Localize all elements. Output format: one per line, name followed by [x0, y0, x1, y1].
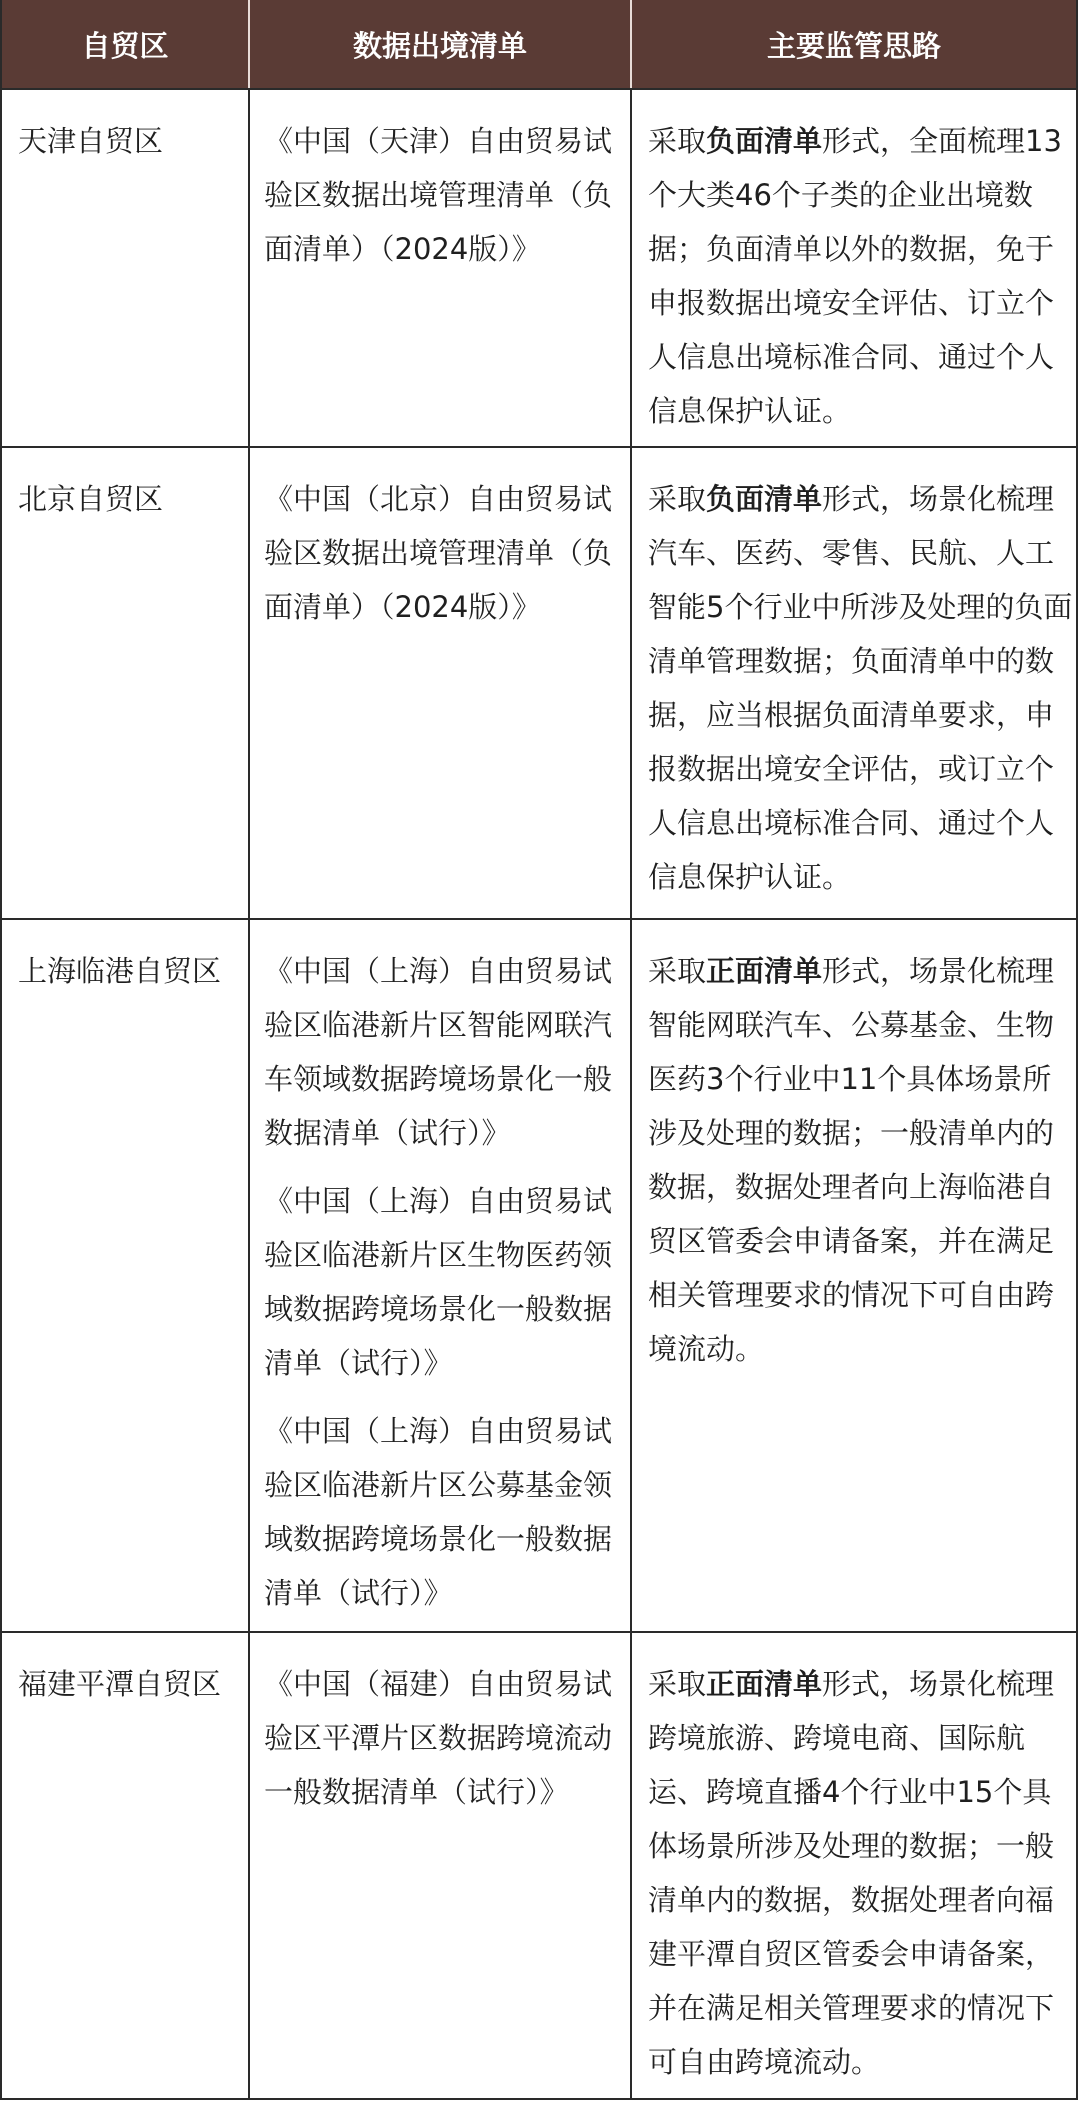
data-list-title: 《中国（北京）自由贸易试验区数据出境管理清单（负面清单）（2024版）》	[264, 482, 613, 624]
zone-name: 天津自贸区	[2, 90, 250, 446]
header-supervision: 主要监管思路	[766, 28, 941, 63]
table-row-shanghai-lingang	[2, 918, 1076, 1631]
supervision-description	[632, 90, 1076, 446]
desc-list-type: 正面清单	[706, 1667, 823, 1701]
desc-body: 形式，场景化梳理跨境旅游、跨境电商、国际航运、跨境直播4个行业中15个具体场景所涉及处理的数据；一般清单内的数据，数据处理者向福建平潭自贸区管委会申请备案，并在满足相关管理要求的情况下可自由跨境流动。	[648, 1667, 1055, 2079]
zone-name: 福建平潭自贸区	[2, 1633, 250, 2098]
supervision-description	[632, 1633, 1076, 2098]
supervision-description	[632, 448, 1076, 918]
table-row-beijing	[2, 446, 1076, 918]
table-row-fujian-pingtan	[2, 1631, 1076, 2098]
header-data-list: 数据出境清单	[250, 0, 632, 88]
desc-body: 形式，场景化梳理智能网联汽车、公募基金、生物医药3个行业中11个具体场景所涉及处理的数据；一般清单内的数据，数据处理者向上海临港自贸区管委会申请备案，并在满足相关管理要求的情况下可自由跨境流动。	[648, 954, 1055, 1366]
zone-name: 北京自贸区	[2, 448, 250, 918]
desc-prefix: 采取	[648, 1667, 707, 1701]
supervision-description	[632, 920, 1076, 1631]
data-list-title: 《中国（上海）自由贸易试验区临港新片区公募基金领域数据跨境场景化一般数据清单（试行）》	[264, 1414, 613, 1610]
data-list-cell	[250, 90, 632, 446]
desc-prefix: 采取	[648, 124, 707, 158]
desc-list-type: 负面清单	[706, 124, 823, 158]
desc-prefix: 采取	[648, 482, 707, 516]
data-list-cell	[250, 920, 632, 1631]
desc-body: 形式，全面梳理13个大类46个子类的企业出境数据；负面清单以外的数据，免于申报数据出境安全评估、订立个人信息出境标准合同、通过个人信息保护认证。	[648, 124, 1062, 428]
header-zone: 自贸区	[2, 0, 250, 88]
desc-list-type: 负面清单	[706, 482, 823, 516]
desc-prefix: 采取	[648, 954, 707, 988]
desc-body: 形式，场景化梳理汽车、医药、零售、民航、人工智能5个行业中所涉及处理的负面清单管理数据；负面清单中的数据，应当根据负面清单要求，申报数据出境安全评估，或订立个人信息出境标准合同、通过个人信息保护认证。	[648, 482, 1073, 894]
data-list-title: 《中国（天津）自由贸易试验区数据出境管理清单（负面清单）（2024版）》	[264, 124, 613, 266]
zone-name: 上海临港自贸区	[2, 920, 250, 1631]
data-list-title: 《中国（上海）自由贸易试验区临港新片区生物医药领域数据跨境场景化一般数据清单（试行）》	[264, 1184, 613, 1380]
data-list-cell	[250, 1633, 632, 2098]
desc-list-type: 正面清单	[706, 954, 823, 988]
data-list-cell	[250, 448, 632, 918]
data-list-title: 《中国（上海）自由贸易试验区临港新片区智能网联汽车领域数据跨境场景化一般数据清单（试行）》	[264, 954, 613, 1150]
table-header	[2, 0, 1076, 88]
data-list-title: 《中国（福建）自由贸易试验区平潭片区数据跨境流动一般数据清单（试行）》	[264, 1667, 613, 1809]
table-row-tianjin	[2, 88, 1076, 446]
